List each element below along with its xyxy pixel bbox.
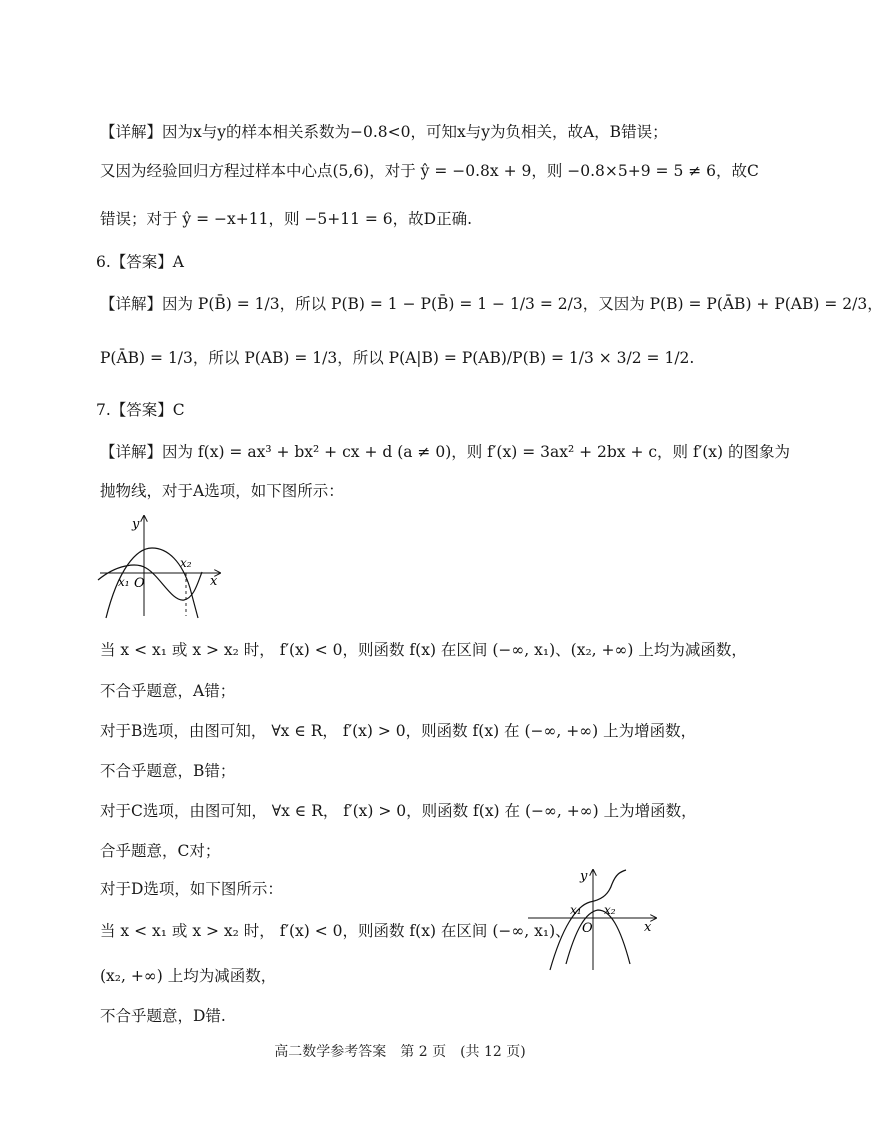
- x1-label: x₁: [570, 903, 582, 917]
- x-axis-label: x: [644, 920, 652, 935]
- cubic-curve: [550, 870, 626, 970]
- text-line-9: 抛物线，对于A选项，如下图所示：: [100, 482, 344, 500]
- text-line-16: 对于D选项，如下图所示：: [100, 880, 283, 898]
- text-line-11: 不合乎题意，A错；: [100, 682, 236, 700]
- text-line-14: 对于C选项，由图可知， ∀x ∈ R， f′(x) > 0，则函数 f(x) 在 (−∞, +∞) 上为增函数，: [100, 802, 697, 820]
- text-line-6: P(ĀB) = 1/3，所以 P(AB) = 1/3，所以 P(A|B) = P(AB)/P(B) = 1/3 × 3/2 = 1/2.: [100, 349, 695, 367]
- graph-option-a: [98, 510, 228, 620]
- text-line-2: 又因为经验回归方程过样本中心点(5,6)，对于 ŷ = −0.8x + 9，则 −0.8×5+9 = 5 ≠ 6，故C: [100, 162, 759, 180]
- x2-label: x₂: [604, 903, 616, 917]
- answer-7-heading: 7.【答案】C: [96, 401, 185, 419]
- text-line-1: 【详解】因为x与y的样本相关系数为−0.8<0，可知x与y为负相关，故A，B错误；: [100, 123, 668, 141]
- answer-6-heading: 6.【答案】A: [96, 253, 184, 271]
- text-line-5: 【详解】因为 P(B̄) = 1/3，所以 P(B) = 1 − P(B̄) = 1 − 1/3 = 2/3，又因为 P(B) = P(ĀB) + P(AB) = 2/3，: [100, 295, 883, 313]
- text-line-12: 对于B选项，由图可知， ∀x ∈ R， f′(x) > 0，则函数 f(x) 在 (−∞, +∞) 上为增函数，: [100, 722, 697, 740]
- graph-option-d: [528, 866, 663, 976]
- x2-label: x₂: [180, 556, 192, 570]
- text-line-8: 【详解】因为 f(x) = ax³ + bx² + cx + d (a ≠ 0)，则 f′(x) = 3ax² + 2bx + c，则 f′(x) 的图象为: [100, 443, 791, 461]
- x-axis-label: x: [210, 574, 218, 589]
- x1-label: x₁: [118, 575, 130, 589]
- text-line-15: 合乎题意，C对；: [100, 842, 221, 860]
- text-line-13: 不合乎题意，B错；: [100, 762, 236, 780]
- text-line-18: (x₂, +∞) 上均为减函数，: [100, 967, 277, 985]
- y-axis-label: y: [580, 869, 588, 884]
- cubic-curve: [98, 565, 202, 600]
- y-axis-label: y: [132, 517, 140, 532]
- origin-label: O: [582, 921, 593, 936]
- text-line-10: 当 x < x₁ 或 x > x₂ 时， f′(x) < 0，则函数 f(x) 在区间 (−∞, x₁)、(x₂, +∞) 上均为减函数，: [100, 641, 747, 659]
- page-footer: 高二数学参考答案 第 2 页 (共 12 页): [274, 1044, 526, 1060]
- text-line-17: 当 x < x₁ 或 x > x₂ 时， f′(x) < 0，则函数 f(x) 在区间 (−∞, x₁)、: [100, 922, 571, 940]
- origin-label: O: [134, 576, 145, 591]
- text-line-19: 不合乎题意，D错.: [100, 1007, 226, 1025]
- text-line-3: 错误；对于 ŷ = −x+11，则 −5+11 = 6，故D正确.: [100, 210, 473, 228]
